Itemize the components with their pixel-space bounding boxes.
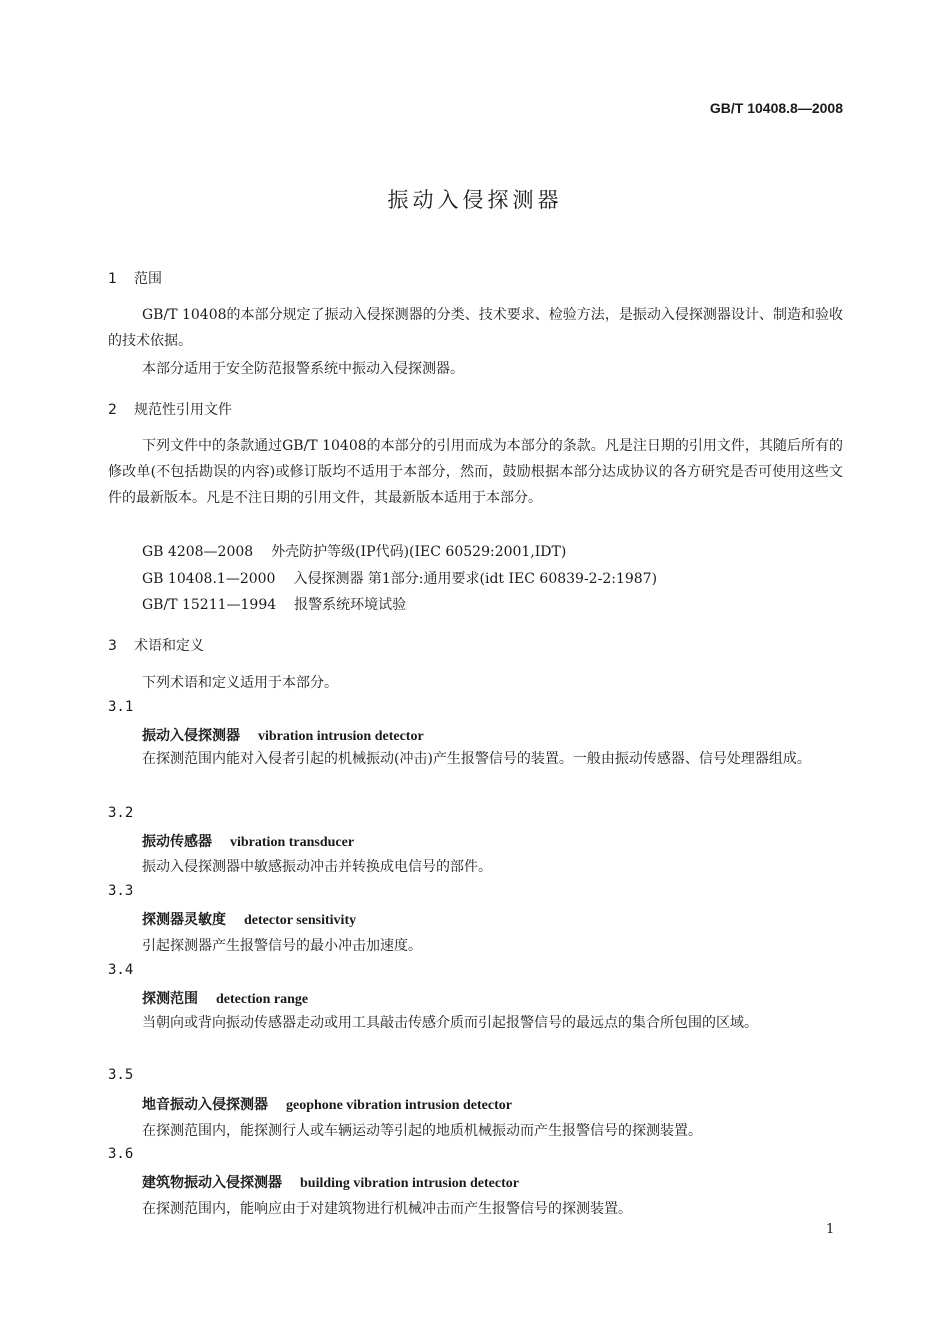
section-3-heading (108, 635, 204, 655)
term-heading (142, 1172, 519, 1192)
reference-item (142, 594, 406, 614)
section-title: 术语和定义 (134, 638, 204, 654)
term-heading (142, 988, 308, 1008)
reference-code: GB 10408.1—2000 (142, 571, 276, 587)
term-chinese: 地音振动入侵探测器 (142, 1097, 268, 1113)
reference-code: GB/T 15211—1994 (142, 597, 277, 613)
section-title: 规范性引用文件 (134, 402, 232, 418)
term-definition: 在探测范围内，能探测行人或车辆运动等引起的地质机械振动而产生报警信号的探测装置。 (142, 1123, 702, 1139)
reference-title: 外壳防护等级(IP代码)(IEC 60529:2001,IDT) (271, 544, 567, 560)
term-english: vibration intrusion detector (258, 729, 424, 744)
clause-number: 3.2 (108, 805, 134, 821)
term-definition: 当朝向或背向振动传感器走动或用工具敲击传感介质而引起报警信号的最远点的集合所包围的区域。 (142, 1015, 758, 1031)
document-title: 振动入侵探测器 (387, 188, 563, 212)
reference-code: GB 4208—2008 (142, 544, 254, 560)
section-number: 1 (108, 271, 117, 287)
term-english: detector sensitivity (244, 913, 357, 928)
term-english: detection range (216, 992, 309, 1007)
term-english: building vibration intrusion detector (300, 1176, 519, 1191)
clause-number: 3.1 (108, 699, 134, 715)
standard-number: GB/T 10408.8—2008 (709, 100, 843, 116)
reference-title: 入侵探测器 第1部分:通用要求(idt IEC 60839-2-2:1987) (293, 571, 658, 587)
term-english: geophone vibration intrusion detector (286, 1098, 512, 1113)
section-title: 范围 (134, 271, 162, 287)
term-english: vibration transducer (230, 835, 355, 850)
section-2-paragraph-1: 下列文件中的条款通过GB/T 10408的本部分的引用而成为本部分的条款。凡是注日期的引用文件，其随后所有的修改单(不包括勘误的内容)或修订版均不适用于本部分，然而，鼓励根据本部分达成协议的各方研究是否可使用这些文件的最新版本。凡是不注日期的引用文件，其最新版本适用于本部分。 (108, 438, 843, 506)
section-1-paragraph-2: 本部分适用于安全防范报警系统中振动入侵探测器。 (142, 361, 464, 377)
term-definition: 在探测范围内能对入侵者引起的机械振动(冲击)产生报警信号的装置。一般由振动传感器、信号处理器组成。 (142, 751, 811, 767)
section-3-intro: 下列术语和定义适用于本部分。 (142, 675, 338, 691)
section-number: 2 (108, 402, 117, 418)
term-chinese: 建筑物振动入侵探测器 (142, 1175, 282, 1191)
section-2-heading (108, 399, 232, 419)
term-chinese: 振动传感器 (142, 834, 212, 850)
term-heading (142, 1094, 512, 1114)
term-chinese: 探测器灵敏度 (142, 912, 226, 928)
term-heading (142, 831, 354, 851)
term-definition: 振动入侵探测器中敏感振动冲击并转换成电信号的部件。 (142, 859, 492, 875)
section-number: 3 (108, 638, 117, 654)
clause-number: 3.3 (108, 883, 134, 899)
term-chinese: 振动入侵探测器 (142, 728, 240, 744)
reference-title: 报警系统环境试验 (294, 597, 407, 613)
section-1-paragraph-1: GB/T 10408的本部分规定了振动入侵探测器的分类、技术要求、检验方法，是振动入侵探测器设计、制造和验收的技术依据。 (108, 307, 843, 349)
clause-number: 3.4 (108, 962, 134, 978)
term-heading (142, 909, 356, 929)
clause-number: 3.6 (108, 1146, 134, 1162)
term-definition: 在探测范围内，能响应由于对建筑物进行机械冲击而产生报警信号的探测装置。 (142, 1201, 632, 1217)
section-1-heading (108, 268, 162, 288)
reference-item (142, 541, 566, 561)
term-chinese: 探测范围 (142, 991, 198, 1007)
reference-item (142, 568, 657, 588)
term-heading (142, 725, 424, 745)
page-number: 1 (826, 1222, 835, 1237)
term-definition: 引起探测器产生报警信号的最小冲击加速度。 (142, 938, 422, 954)
clause-number: 3.5 (108, 1067, 134, 1083)
